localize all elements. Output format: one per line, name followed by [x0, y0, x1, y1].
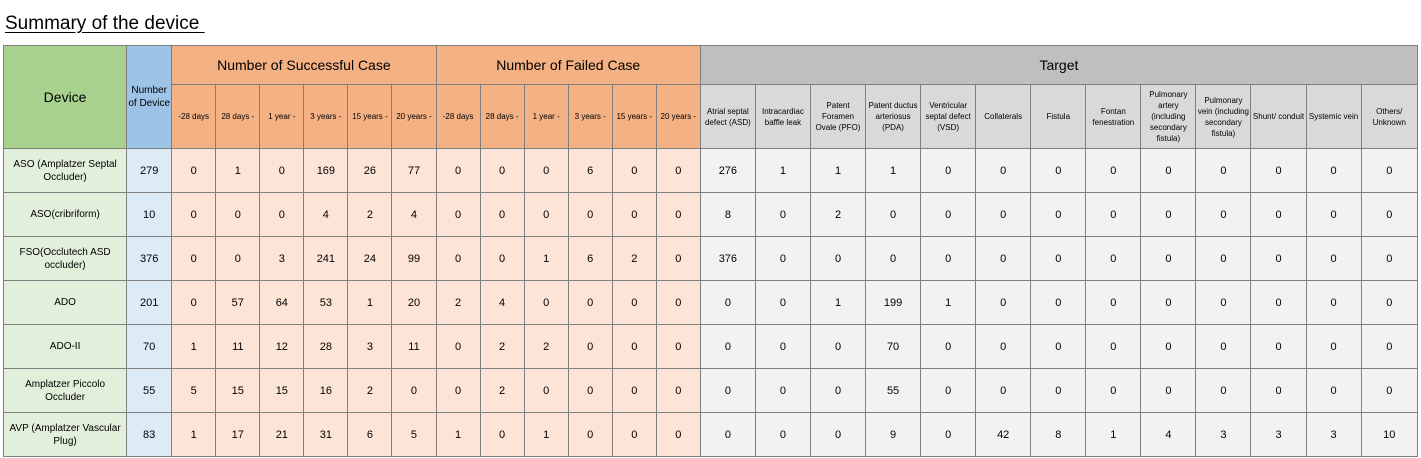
failed-count-cell: 0 — [656, 193, 700, 237]
target-count-cell: 42 — [976, 413, 1031, 457]
target-count-cell: 0 — [921, 193, 976, 237]
successful-count-cell: 28 — [304, 325, 348, 369]
target-count-cell: 0 — [700, 325, 755, 369]
target-type-header: Patent ductus arteriosus (PDA) — [866, 85, 921, 149]
target-count-cell: 0 — [1196, 193, 1251, 237]
table-row — [4, 413, 1418, 457]
failed-count-cell: 0 — [656, 413, 700, 457]
failed-count-cell: 0 — [480, 413, 524, 457]
target-count-cell: 376 — [700, 237, 755, 281]
target-count-cell: 0 — [976, 193, 1031, 237]
successful-case-group-header: Number of Successful Case — [172, 46, 436, 85]
device-name-cell: ADO-II — [4, 325, 127, 369]
target-count-cell: 0 — [1086, 149, 1141, 193]
failed-count-cell: 1 — [436, 413, 480, 457]
target-count-cell: 0 — [976, 237, 1031, 281]
device-name-cell: FSO(Occlutech ASD occluder) — [4, 237, 127, 281]
target-count-cell: 55 — [866, 369, 921, 413]
successful-count-cell: 1 — [172, 325, 216, 369]
target-count-cell: 0 — [921, 369, 976, 413]
target-count-cell: 1 — [921, 281, 976, 325]
successful-period-header: 3 years - — [304, 85, 348, 149]
failed-count-cell: 0 — [480, 193, 524, 237]
target-count-cell: 0 — [700, 281, 755, 325]
device-count-cell: 10 — [127, 193, 172, 237]
target-count-cell: 0 — [976, 325, 1031, 369]
failed-count-cell: 0 — [568, 281, 612, 325]
failed-case-group-header: Number of Failed Case — [436, 46, 700, 85]
table-row — [4, 281, 1418, 325]
successful-period-header: 20 years - — [392, 85, 436, 149]
successful-count-cell: 11 — [392, 325, 436, 369]
target-count-cell: 276 — [700, 149, 755, 193]
target-count-cell: 0 — [1031, 237, 1086, 281]
target-type-header: Collaterals — [976, 85, 1031, 149]
successful-count-cell: 5 — [172, 369, 216, 413]
target-group-header: Target — [700, 46, 1417, 85]
successful-count-cell: 0 — [260, 149, 304, 193]
failed-count-cell: 4 — [480, 281, 524, 325]
failed-period-header: -28 days — [436, 85, 480, 149]
target-type-header: Intracardiac baffle leak — [755, 85, 810, 149]
table-body — [4, 149, 1418, 457]
failed-count-cell: 0 — [436, 193, 480, 237]
successful-count-cell: 24 — [348, 237, 392, 281]
number-of-device-header: Number of Device — [127, 46, 172, 149]
successful-count-cell: 5 — [392, 413, 436, 457]
failed-count-cell: 6 — [568, 149, 612, 193]
table-row — [4, 149, 1418, 193]
target-count-cell: 0 — [810, 325, 865, 369]
failed-count-cell: 0 — [568, 413, 612, 457]
device-count-cell: 279 — [127, 149, 172, 193]
device-name-cell: ASO(cribriform) — [4, 193, 127, 237]
target-type-header: Patent Foramen Ovale (PFO) — [810, 85, 865, 149]
target-count-cell: 0 — [755, 281, 810, 325]
target-count-cell: 4 — [1141, 413, 1196, 457]
target-count-cell: 0 — [1086, 369, 1141, 413]
device-count-cell: 70 — [127, 325, 172, 369]
device-summary-table — [3, 45, 1418, 457]
target-count-cell: 0 — [755, 413, 810, 457]
target-count-cell: 0 — [921, 413, 976, 457]
target-count-cell: 70 — [866, 325, 921, 369]
target-count-cell: 0 — [1251, 281, 1306, 325]
target-type-header: Atrial septal defect (ASD) — [700, 85, 755, 149]
device-name-cell: Amplatzer Piccolo Occluder — [4, 369, 127, 413]
target-count-cell: 0 — [1196, 369, 1251, 413]
target-count-cell: 0 — [1361, 193, 1417, 237]
failed-count-cell: 0 — [524, 193, 568, 237]
failed-count-cell: 0 — [612, 325, 656, 369]
successful-count-cell: 6 — [348, 413, 392, 457]
successful-count-cell: 31 — [304, 413, 348, 457]
table-row — [4, 325, 1418, 369]
failed-count-cell: 2 — [612, 237, 656, 281]
target-count-cell: 0 — [700, 369, 755, 413]
target-count-cell: 1 — [755, 149, 810, 193]
target-count-cell: 0 — [1141, 281, 1196, 325]
successful-count-cell: 2 — [348, 369, 392, 413]
target-count-cell: 3 — [1251, 413, 1306, 457]
target-count-cell: 0 — [1031, 369, 1086, 413]
successful-period-header: 1 year - — [260, 85, 304, 149]
device-count-cell: 376 — [127, 237, 172, 281]
target-count-cell: 0 — [1306, 193, 1361, 237]
target-count-cell: 0 — [1251, 193, 1306, 237]
successful-count-cell: 99 — [392, 237, 436, 281]
successful-count-cell: 0 — [216, 193, 260, 237]
successful-count-cell: 26 — [348, 149, 392, 193]
successful-count-cell: 20 — [392, 281, 436, 325]
target-count-cell: 0 — [1251, 325, 1306, 369]
failed-count-cell: 2 — [524, 325, 568, 369]
target-count-cell: 0 — [1361, 149, 1417, 193]
target-count-cell: 0 — [755, 369, 810, 413]
successful-count-cell: 241 — [304, 237, 348, 281]
device-column-header: Device — [4, 46, 127, 149]
device-name-cell: ADO — [4, 281, 127, 325]
device-count-cell: 201 — [127, 281, 172, 325]
target-count-cell: 8 — [700, 193, 755, 237]
successful-period-header: 28 days - — [216, 85, 260, 149]
failed-count-cell: 1 — [524, 413, 568, 457]
failed-count-cell: 0 — [612, 193, 656, 237]
target-count-cell: 1 — [810, 149, 865, 193]
failed-count-cell: 0 — [656, 325, 700, 369]
target-count-cell: 0 — [755, 325, 810, 369]
target-count-cell: 0 — [1141, 237, 1196, 281]
failed-count-cell: 0 — [436, 149, 480, 193]
failed-count-cell: 0 — [568, 369, 612, 413]
successful-count-cell: 17 — [216, 413, 260, 457]
target-count-cell: 0 — [1361, 281, 1417, 325]
failed-count-cell: 0 — [524, 369, 568, 413]
target-type-header: Pulmonary artery (including secondary fistula) — [1141, 85, 1196, 149]
target-count-cell: 0 — [1251, 149, 1306, 193]
failed-period-header: 15 years - — [612, 85, 656, 149]
target-count-cell: 0 — [1196, 281, 1251, 325]
target-count-cell: 0 — [1031, 149, 1086, 193]
successful-count-cell: 15 — [216, 369, 260, 413]
successful-count-cell: 3 — [260, 237, 304, 281]
target-count-cell: 0 — [1306, 149, 1361, 193]
table-row — [4, 193, 1418, 237]
successful-count-cell: 15 — [260, 369, 304, 413]
target-count-cell: 0 — [1086, 325, 1141, 369]
successful-count-cell: 0 — [216, 237, 260, 281]
target-count-cell: 0 — [921, 149, 976, 193]
successful-count-cell: 0 — [172, 281, 216, 325]
target-count-cell: 0 — [1361, 237, 1417, 281]
target-count-cell: 0 — [921, 325, 976, 369]
target-count-cell: 3 — [1196, 413, 1251, 457]
device-count-cell: 55 — [127, 369, 172, 413]
failed-count-cell: 0 — [524, 149, 568, 193]
failed-count-cell: 2 — [480, 325, 524, 369]
failed-count-cell: 6 — [568, 237, 612, 281]
target-count-cell: 0 — [1031, 193, 1086, 237]
target-type-header: Fontan fenestration — [1086, 85, 1141, 149]
target-count-cell: 0 — [1141, 149, 1196, 193]
failed-count-cell: 0 — [656, 149, 700, 193]
failed-count-cell: 0 — [612, 149, 656, 193]
successful-count-cell: 0 — [392, 369, 436, 413]
failed-count-cell: 0 — [480, 149, 524, 193]
failed-period-header: 1 year - — [524, 85, 568, 149]
successful-period-header: -28 days — [172, 85, 216, 149]
failed-count-cell: 0 — [436, 237, 480, 281]
target-type-header: Pulmonary vein (including secondary fistula) — [1196, 85, 1251, 149]
target-count-cell: 0 — [1141, 369, 1196, 413]
failed-count-cell: 1 — [524, 237, 568, 281]
failed-period-header: 20 years - — [656, 85, 700, 149]
failed-count-cell: 2 — [480, 369, 524, 413]
target-count-cell: 0 — [1361, 325, 1417, 369]
target-type-header: Others/ Unknown — [1361, 85, 1417, 149]
page-title: Summary of the device — [5, 13, 205, 34]
failed-count-cell: 0 — [568, 325, 612, 369]
successful-count-cell: 0 — [172, 149, 216, 193]
device-name-cell: ASO (Amplatzer Septal Occluder) — [4, 149, 127, 193]
target-count-cell: 0 — [1196, 237, 1251, 281]
successful-count-cell: 21 — [260, 413, 304, 457]
failed-period-header: 3 years - — [568, 85, 612, 149]
target-count-cell: 1 — [866, 149, 921, 193]
successful-count-cell: 169 — [304, 149, 348, 193]
target-count-cell: 8 — [1031, 413, 1086, 457]
successful-count-cell: 2 — [348, 193, 392, 237]
target-count-cell: 0 — [1196, 149, 1251, 193]
successful-count-cell: 77 — [392, 149, 436, 193]
failed-count-cell: 0 — [612, 413, 656, 457]
failed-count-cell: 2 — [436, 281, 480, 325]
successful-count-cell: 1 — [216, 149, 260, 193]
target-count-cell: 0 — [755, 237, 810, 281]
target-count-cell: 0 — [976, 369, 1031, 413]
target-count-cell: 0 — [866, 237, 921, 281]
target-count-cell: 0 — [1306, 237, 1361, 281]
failed-count-cell: 0 — [656, 281, 700, 325]
target-count-cell: 0 — [1196, 325, 1251, 369]
successful-count-cell: 1 — [172, 413, 216, 457]
target-count-cell: 0 — [1306, 325, 1361, 369]
successful-count-cell: 0 — [172, 193, 216, 237]
target-count-cell: 0 — [1031, 325, 1086, 369]
target-count-cell: 0 — [1306, 281, 1361, 325]
successful-count-cell: 16 — [304, 369, 348, 413]
table-row — [4, 237, 1418, 281]
successful-count-cell: 11 — [216, 325, 260, 369]
failed-period-header: 28 days - — [480, 85, 524, 149]
target-count-cell: 0 — [976, 281, 1031, 325]
target-count-cell: 0 — [976, 149, 1031, 193]
target-count-cell: 2 — [810, 193, 865, 237]
target-count-cell: 0 — [1251, 237, 1306, 281]
target-count-cell: 0 — [921, 237, 976, 281]
target-count-cell: 0 — [755, 193, 810, 237]
sub-header-row — [4, 85, 1418, 149]
device-name-cell: AVP (Amplatzer Vascular Plug) — [4, 413, 127, 457]
target-count-cell: 0 — [1086, 193, 1141, 237]
successful-count-cell: 57 — [216, 281, 260, 325]
target-count-cell: 1 — [810, 281, 865, 325]
successful-count-cell: 0 — [260, 193, 304, 237]
target-count-cell: 0 — [866, 193, 921, 237]
failed-count-cell: 0 — [656, 237, 700, 281]
failed-count-cell: 0 — [480, 237, 524, 281]
successful-count-cell: 53 — [304, 281, 348, 325]
successful-count-cell: 12 — [260, 325, 304, 369]
failed-count-cell: 0 — [612, 369, 656, 413]
target-count-cell: 199 — [866, 281, 921, 325]
target-count-cell: 0 — [810, 413, 865, 457]
target-count-cell: 0 — [810, 369, 865, 413]
failed-count-cell: 0 — [656, 369, 700, 413]
failed-count-cell: 0 — [524, 281, 568, 325]
successful-period-header: 15 years - — [348, 85, 392, 149]
target-count-cell: 0 — [1141, 325, 1196, 369]
target-type-header: Fistula — [1031, 85, 1086, 149]
successful-count-cell: 1 — [348, 281, 392, 325]
successful-count-cell: 4 — [304, 193, 348, 237]
failed-count-cell: 0 — [568, 193, 612, 237]
target-count-cell: 10 — [1361, 413, 1417, 457]
target-count-cell: 9 — [866, 413, 921, 457]
target-count-cell: 0 — [1306, 369, 1361, 413]
failed-count-cell: 0 — [436, 325, 480, 369]
target-count-cell: 0 — [1361, 369, 1417, 413]
target-count-cell: 0 — [700, 413, 755, 457]
table-row — [4, 369, 1418, 413]
target-count-cell: 0 — [1251, 369, 1306, 413]
target-type-header: Shunt/ conduit — [1251, 85, 1306, 149]
target-count-cell: 0 — [1086, 281, 1141, 325]
target-count-cell: 3 — [1306, 413, 1361, 457]
target-count-cell: 0 — [1086, 237, 1141, 281]
target-count-cell: 1 — [1086, 413, 1141, 457]
successful-count-cell: 64 — [260, 281, 304, 325]
successful-count-cell: 0 — [172, 237, 216, 281]
failed-count-cell: 0 — [436, 369, 480, 413]
target-type-header: Ventricular septal defect (VSD) — [921, 85, 976, 149]
target-count-cell: 0 — [810, 237, 865, 281]
failed-count-cell: 0 — [612, 281, 656, 325]
target-count-cell: 0 — [1141, 193, 1196, 237]
target-count-cell: 0 — [1031, 281, 1086, 325]
successful-count-cell: 4 — [392, 193, 436, 237]
target-type-header: Systemic vein — [1306, 85, 1361, 149]
successful-count-cell: 3 — [348, 325, 392, 369]
device-count-cell: 83 — [127, 413, 172, 457]
